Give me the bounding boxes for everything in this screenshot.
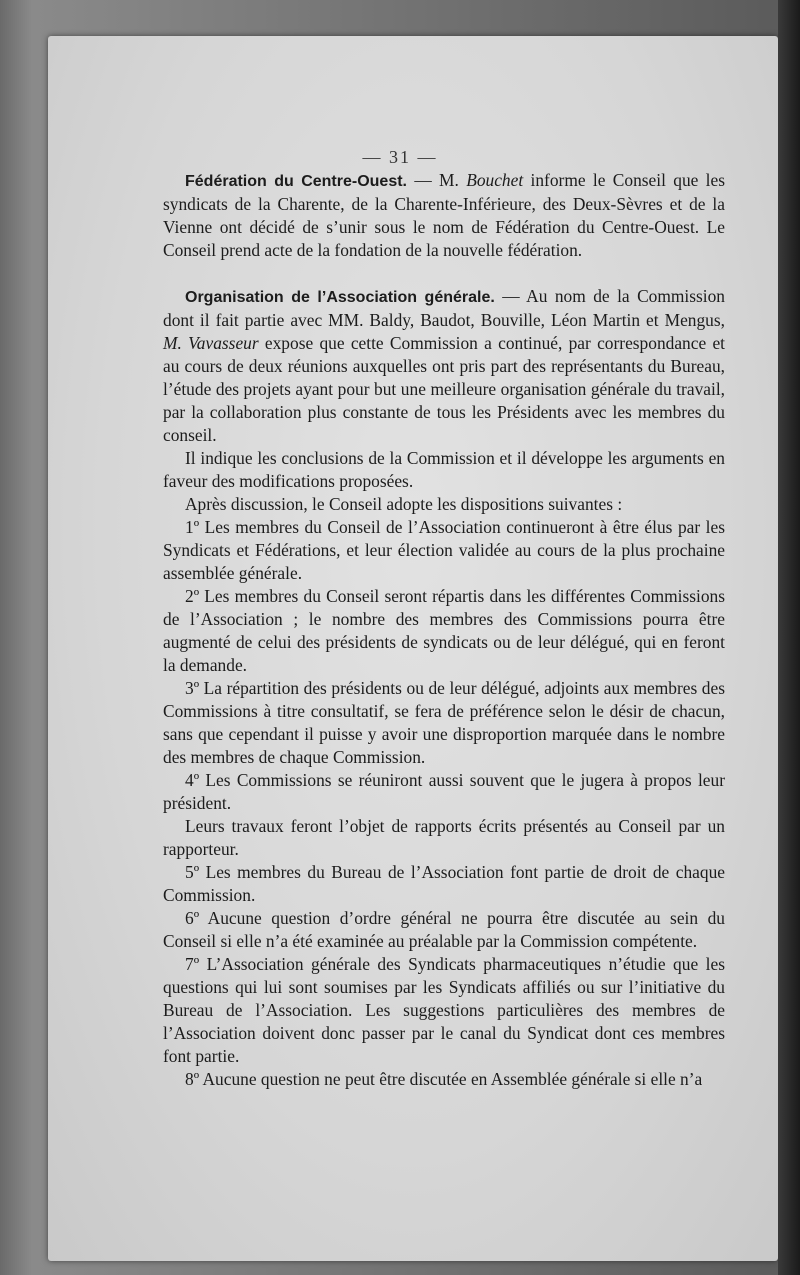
body-text	[163, 145, 725, 1091]
list-item: 3º La répartition des présidents ou de leur délégué, adjoints aux membres des Commissions à titre consultatif, se fera de préférence selon le désir de chacun, sans que cependant il puisse y avoir une disproportion marquée dans le nombre des membres de chaque Commission.	[163, 678, 725, 767]
section-text: expose que cette Commission a continué, par correspondance et au cours de deux réunions auxquelles ont pris part des représentants du Bureau, l’étude des projets ayant pour but une meilleure organisation générale du travail, par la collaboration plus constante de tous les Présidents avec les membres du conseil.	[163, 333, 726, 445]
section-text: — M.	[407, 170, 467, 190]
page-number: — 31 —	[362, 147, 438, 167]
section-text: informe le Conseil que les syndicats de la Charente, de la Charente-Inférieure, des Deux-Sèvres et de la Vienne ont décidé de s’unir sous le nom de Fédération du Centre-Ouest. Le Conseil prend acte de la fondation de la nouvelle fédération.	[163, 170, 726, 260]
person-name: M. Vavasseur	[163, 333, 259, 353]
person-name: Bouchet	[466, 170, 524, 190]
page-edge-shadow	[778, 0, 800, 1275]
list-item: 6º Aucune question d’ordre général ne pourra être discutée au sein du Conseil si elle n’a été examinée au préalable par la Commission compétente.	[163, 908, 725, 951]
paragraph: Après discussion, le Conseil adopte les dispositions suivantes :	[185, 494, 623, 514]
list-item: 7º L’Association générale des Syndicats pharmaceutiques n’étudie que les questions qui lui sont soumises par les Syndicats affiliés ou sur l’initiative du Bureau de l’Association. Les suggestions particulières des membres de l’Association doivent donc passer par le canal du Syndicat dont ces membres font partie.	[163, 954, 725, 1066]
section-text: — Au nom de la Commission dont il fait partie avec MM. Baldy, Baudot, Bouville, Léon Martin et Mengus,	[163, 286, 726, 330]
list-item: 4º Les Commissions se réuniront aussi souvent que le jugera à propos leur président.	[163, 770, 725, 813]
list-item: 1º Les membres du Conseil de l’Association continueront à être élus par les Syndicats et Fédérations, et leur élection validée au cours de la plus prochaine assemblée générale.	[163, 517, 725, 583]
paragraph: Leurs travaux feront l’objet de rapports écrits présentés au Conseil par un rapporteur.	[163, 816, 725, 859]
section-federation	[163, 169, 725, 262]
list-item: 5º Les membres du Bureau de l’Association font partie de droit de chaque Commission.	[163, 862, 725, 905]
section-organisation	[163, 285, 725, 447]
section-heading: Organisation de l’Association générale.	[185, 289, 495, 306]
list-item: 2º Les membres du Conseil seront répartis dans les différentes Commissions de l’Association ; le nombre des membres des Commissions pourra être augmenté de celui des présidents de syndicats ou de leur délégué, qui en feront la demande.	[163, 586, 725, 675]
list-item: 8º Aucune question ne peut être discutée en Assemblée générale si elle n’a	[185, 1069, 703, 1089]
section-heading: Fédération du Centre-Ouest.	[185, 173, 407, 190]
paragraph: Il indique les conclusions de la Commission et il développe les arguments en faveur des modifications proposées.	[163, 448, 725, 491]
